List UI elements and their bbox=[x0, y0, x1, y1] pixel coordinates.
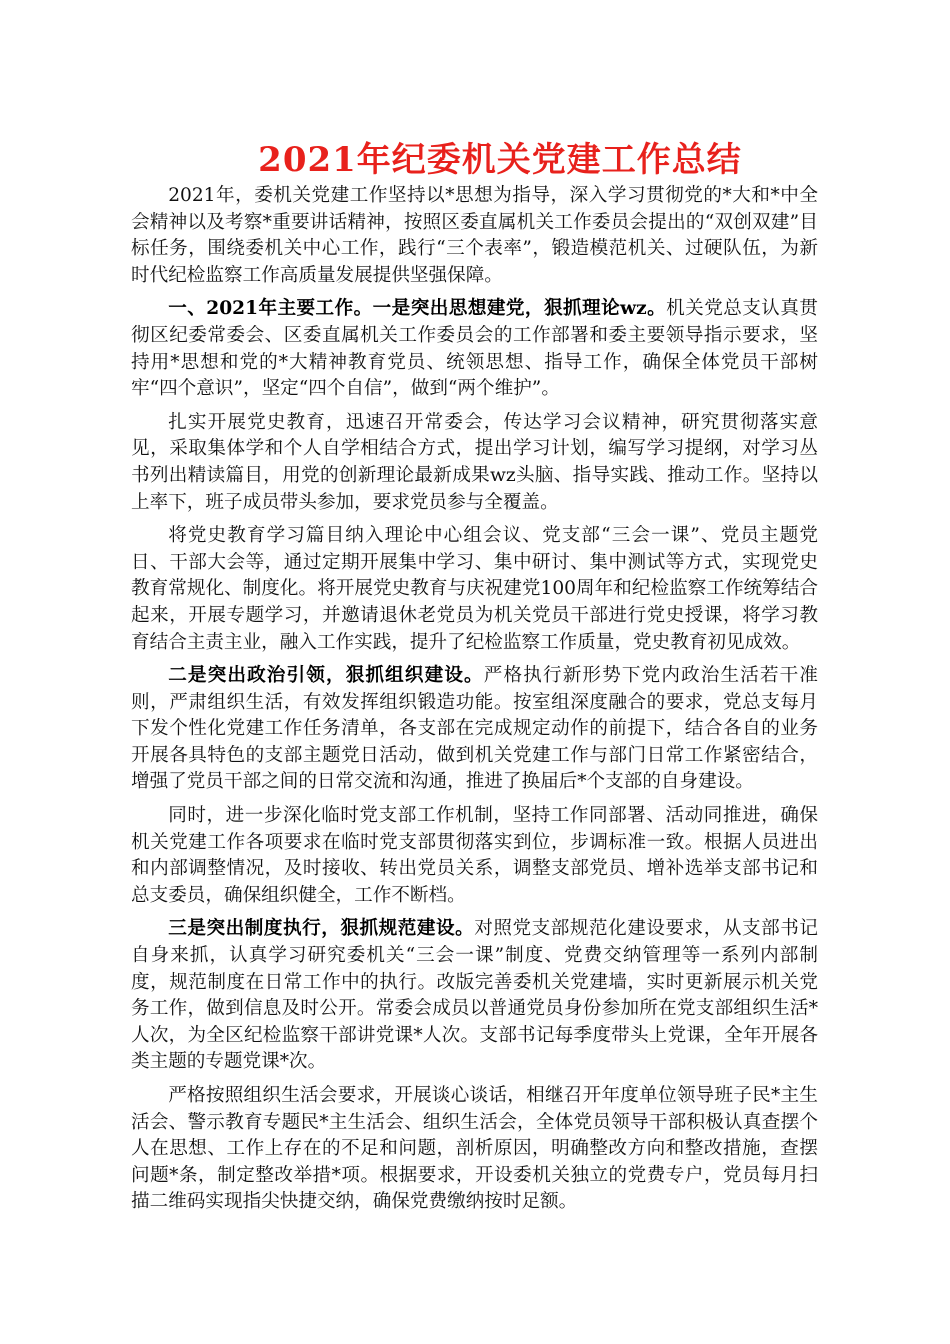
paragraph-4 bbox=[131, 523, 818, 656]
paragraph-6-text: 同时，进一步深化临时党支部工作机制，坚持工作同部署、活动同推进，确保机关党建工作各项要求在临时党支部贯彻落实到位，步调标准一致。根据人员进出和内部调整情况，及时接收、转出党员关系，调整支部党员、增补选举支部书记和总支委员，确保组织健全，工作不断档。 bbox=[131, 805, 818, 906]
document-body bbox=[131, 183, 818, 1223]
paragraph-7 bbox=[131, 916, 818, 1076]
paragraph-1-text: 2021年，委机关党建工作坚持以*思想为指导，深入学习贯彻党的*大和*中全会精神以及考察*重要讲话精神，按照区委直属机关工作委员会提出的“双创双建”目标任务，围绕委机关中心工作，践行“三个表率”，锻造模范机关、过硬队伍，为新时代纪检监察工作高质量发展提供坚强保障。 bbox=[131, 185, 818, 286]
paragraph-3-text: 扎实开展党史教育，迅速召开常委会，传达学习会议精神，研究贯彻落实意见，采取集体学和个人自学相结合方式，提出学习计划，编写学习提纲，对学习丛书列出精读篇目，用党的创新理论最新成果wz头脑、指导实践、推动工作。坚持以上率下，班子成员带头参加，要求党员参与全覆盖。 bbox=[131, 411, 818, 513]
paragraph-3 bbox=[131, 410, 818, 516]
paragraph-7-lead: 三是突出制度执行，狠抓规范建设。 bbox=[168, 918, 475, 940]
paragraph-7-text: 对照党支部规范化建设要求，从支部书记自身来抓，认真学习研究委机关“三会一课”制度、党费交纳管理等一系列内部制度，规范制度在日常工作中的执行。改版完善委机关党建墙，实时更新展示机关党务工作，做到信息及时公开。常委会成员以普通党员身份参加所在党支部组织生活*人次，为全区纪检监察干部讲党课*人次。支部书记每季度带头上党课，全年开展各类主题的专题党课*次。 bbox=[131, 918, 818, 1073]
paragraph-6 bbox=[131, 803, 818, 909]
paragraph-8-text: 严格按照组织生活会要求，开展谈心谈话，相继召开年度单位领导班子民*主生活会、警示教育专题民*主生活会、组织生活会，全体党员领导干部积极认真查摆个人在思想、工作上存在的不足和问题，剖析原因，明确整改方向和整改措施，查摆问题*条，制定整改举措*项。根据要求，开设委机关独立的党费专户，党员每月扫描二维码实现指尖快捷交纳，确保党费缴纳按时足额。 bbox=[131, 1085, 818, 1213]
paragraph-5-text: 严格执行新形势下党内政治生活若干准则，严肃组织生活，有效发挥组织锻造功能。按室组深度融合的要求，党总支每月下发个性化党建工作任务清单，各支部在完成规定动作的前提下，结合各自的业务开展各具特色的支部主题党日活动，做到机关党建工作与部门日常工作紧密结合，增强了党员干部之间的日常交流和沟通，推进了换届后*个支部的自身建设。 bbox=[131, 665, 818, 793]
paragraph-8 bbox=[131, 1083, 818, 1216]
paragraph-4-text: 将党史教育学习篇目纳入理论中心组会议、党支部“三会一课”、党员主题党日、干部大会等，通过定期开展集中学习、集中研讨、集中测试等方式，实现党史教育常规化、制度化。将开展党史教育与庆祝建党100周年和纪检监察工作统筹结合起来，开展专题学习，并邀请退休老党员为机关党员干部进行党史授课，将学习教育结合主责主业，融入工作实践，提升了纪检监察工作质量，党史教育初见成效。 bbox=[131, 525, 818, 653]
paragraph-2-lead: 一、2021年主要工作。一是突出思想建党，狠抓理论wz。 bbox=[168, 298, 667, 320]
paragraph-2-text: 机关党总支认真贯彻区纪委常委会、区委直属机关工作委员会的工作部署和委主要领导指示要求，坚持用*思想和党的*大精神教育党员、统领思想、指导工作，确保全体党员干部树牢“四个意识”，坚定“四个自信”，做到“两个维护”。 bbox=[131, 298, 818, 400]
paragraph-2 bbox=[131, 296, 818, 402]
paragraph-1 bbox=[131, 183, 818, 289]
paragraph-5 bbox=[131, 663, 818, 796]
document-title: 2021年纪委机关党建工作总结 bbox=[258, 140, 742, 180]
paragraph-5-lead: 二是突出政治引领，狠抓组织建设。 bbox=[168, 665, 484, 687]
